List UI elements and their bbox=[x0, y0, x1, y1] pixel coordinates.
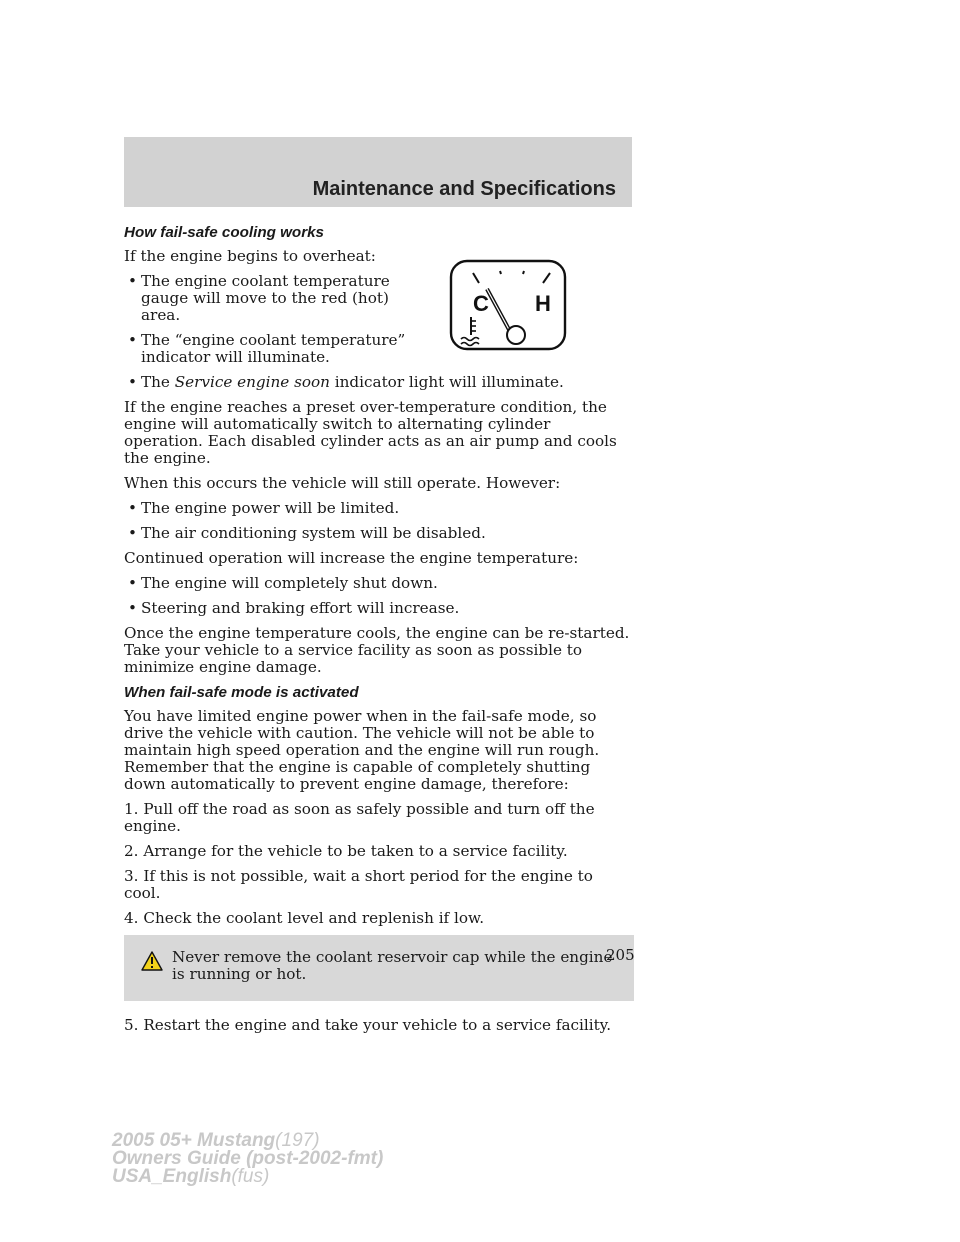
gauge-cold-label: C bbox=[473, 291, 489, 316]
footer-guide: Owners Guide (post-2002-fmt) bbox=[112, 1148, 384, 1169]
bullet-text: The air conditioning system will be disabled. bbox=[141, 524, 486, 542]
still-operate-paragraph: When this occurs the vehicle will still operate. However: bbox=[124, 474, 561, 492]
step-item: 5. Restart the engine and take your vehicle to a service facility. bbox=[124, 1016, 612, 1034]
bullet-marker: • bbox=[128, 272, 137, 290]
bullet-text: The engine will completely shut down. bbox=[141, 574, 438, 592]
bullet-marker: • bbox=[128, 331, 137, 349]
limited-power-paragraph: You have limited engine power when in the fail-safe mode, so drive the vehicle with caution. The vehicle will not be able to maintain high speed operation and the engine will run rough. Remember that the engine is capable of completely shutting down automatically to prevent engine damage, therefore: bbox=[124, 707, 600, 793]
warning-text: Never remove the coolant reservoir cap while the engine is running or hot. bbox=[172, 948, 613, 983]
section-header-band bbox=[124, 137, 632, 207]
list-item bbox=[124, 332, 411, 366]
list-item bbox=[124, 525, 634, 542]
restart-paragraph: Once the engine temperature cools, the engine can be re-started. Take your vehicle to a service facility as soon as possible to minimize engine damage. bbox=[124, 624, 630, 676]
page-number: 205 bbox=[606, 946, 635, 964]
footer-model: 2005 05+ Mustang bbox=[112, 1130, 276, 1151]
document-footer bbox=[112, 1132, 383, 1186]
bullet-marker: • bbox=[128, 574, 137, 592]
list-item bbox=[124, 374, 634, 391]
heading-fail-safe-activated: When fail-safe mode is activated bbox=[124, 684, 359, 701]
bullet-marker: • bbox=[128, 499, 137, 517]
footer-language-code: (fus) bbox=[231, 1166, 270, 1187]
list-item bbox=[124, 273, 411, 324]
bullet-text-prefix: The bbox=[141, 373, 170, 391]
warning-box bbox=[124, 935, 634, 1001]
warning-triangle-icon bbox=[141, 951, 163, 971]
step-item: 3. If this is not possible, wait a short period for the engine to cool. bbox=[124, 867, 593, 902]
bullet-marker: • bbox=[128, 524, 137, 542]
continued-operation-paragraph: Continued operation will increase the engine temperature: bbox=[124, 549, 579, 567]
bullet-text: Steering and braking effort will increase. bbox=[141, 599, 460, 617]
bullet-text: The engine power will be limited. bbox=[141, 499, 400, 517]
over-temperature-paragraph: If the engine reaches a preset over-temperature condition, the engine will automatically switch to alternating cylinder operation. Each disabled cylinder acts as an air pump and cools the engine. bbox=[124, 398, 617, 467]
bullet-marker: • bbox=[128, 373, 137, 391]
list-item bbox=[124, 575, 634, 592]
bullet-marker: • bbox=[128, 599, 137, 617]
list-item bbox=[124, 600, 634, 617]
footer-line-3 bbox=[112, 1168, 383, 1186]
footer-language: USA_English bbox=[112, 1166, 232, 1187]
step-item: 4. Check the coolant level and replenish if low. bbox=[124, 909, 485, 927]
gauge-hot-label: H bbox=[535, 291, 551, 316]
step-item: 1. Pull off the road as soon as safely possible and turn off the engine. bbox=[124, 800, 595, 835]
section-header-title: Maintenance and Specifications bbox=[312, 178, 616, 200]
page-content bbox=[124, 224, 634, 1042]
service-engine-soon-term: Service engine soon bbox=[174, 373, 330, 391]
heading-how-fail-safe-works: How fail-safe cooling works bbox=[124, 224, 325, 241]
bullet-text: The “engine coolant temperature” indicator will illuminate. bbox=[141, 331, 406, 366]
list-item bbox=[124, 500, 634, 517]
overheat-intro: If the engine begins to overheat: bbox=[124, 247, 376, 265]
footer-model-code: (197) bbox=[275, 1130, 320, 1151]
bullet-text-suffix: indicator light will illuminate. bbox=[334, 373, 564, 391]
bullet-text: The engine coolant temperature gauge will move to the red (hot) area. bbox=[141, 272, 390, 324]
step-item: 2. Arrange for the vehicle to be taken to a service facility. bbox=[124, 842, 568, 860]
